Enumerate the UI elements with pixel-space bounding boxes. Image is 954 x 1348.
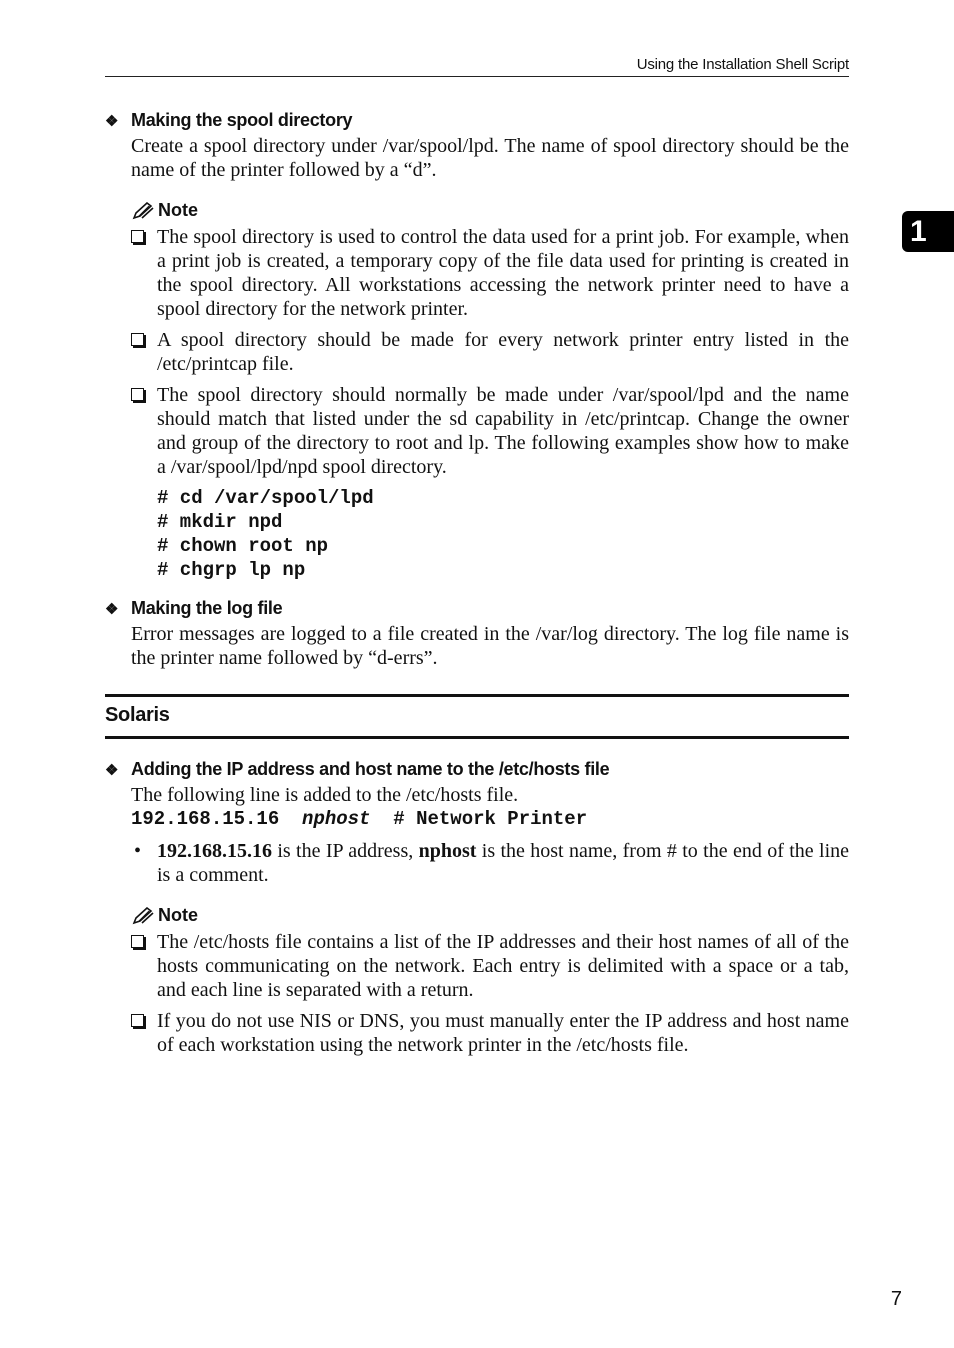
bullet-icon: • (134, 840, 142, 862)
note-label: Note (158, 200, 198, 220)
chapter-tab: 1 (902, 211, 954, 252)
code-comment: # Network Printer (393, 808, 588, 830)
diamond-icon: ❖ (105, 600, 119, 618)
hosts-code-line (131, 807, 849, 831)
note-heading (131, 200, 849, 221)
pencil-icon (131, 907, 155, 925)
spool-note-list (131, 225, 849, 479)
log-heading (105, 598, 849, 619)
checkbox-icon (131, 333, 144, 346)
list-item: The spool directory is used to control the data used for a print job. For example, when a print job is created, a temporary copy of the file data used for printing is created in the spool directory. All workstations accessing the network printer need to have a spool directory for the network printer. (131, 225, 849, 321)
list-item: The spool directory should normally be made under /var/spool/lpd and the name should match that listed under the sd capability in /etc/printcap. Change the owner and group of the directory to root and lp. The following examples show how to make a /var/spool/lpd/npd spool directory. (131, 383, 849, 479)
hosts-body: The following line is added to the /etc/hosts file. (131, 784, 519, 806)
hosts-heading-text: Adding the IP address and host name to the /etc/hosts file (131, 759, 610, 779)
diamond-icon: ❖ (105, 112, 119, 130)
page-number: 7 (890, 1288, 902, 1310)
note-label: Note (158, 905, 198, 925)
command-line: # chgrp lp np (157, 559, 306, 581)
list-item: The /etc/hosts file contains a list of the IP addresses and their host names of all of the hosts communicating on the network. Each entry is delimited with a space or a tab, and each line is separated with a return. (131, 930, 849, 1002)
hosts-note-list (131, 930, 849, 1057)
command-line: # chown root np (157, 535, 329, 557)
list-item: A spool directory should be made for every network printer entry listed in the /etc/printcap file. (131, 328, 849, 376)
list-item: If you do not use NIS or DNS, you must manually enter the IP address and host name of each workstation using the network printer in the /etc/hosts file. (131, 1009, 849, 1057)
hosts-heading (105, 759, 849, 780)
page-content (105, 110, 849, 1064)
log-heading-text: Making the log file (131, 598, 283, 618)
pencil-icon (131, 202, 155, 220)
diamond-icon: ❖ (105, 761, 119, 779)
code-ip: 192.168.15.16 (131, 808, 280, 830)
spool-heading (105, 110, 849, 131)
checkbox-icon (131, 230, 144, 243)
hosts-bullet-list (131, 839, 849, 887)
checkbox-icon (131, 388, 144, 401)
command-line: # cd /var/spool/lpd (157, 487, 374, 509)
checkbox-icon (131, 935, 144, 948)
command-line: # mkdir npd (157, 511, 283, 533)
list-item: • 192.168.15.16 is the IP address, nphost is the host name, from # to the end of the line is a comment. (134, 840, 849, 886)
checkbox-icon (131, 1014, 144, 1027)
command-block (157, 486, 849, 582)
running-header: Using the Installation Shell Script (105, 56, 849, 77)
code-host: nphost (302, 808, 371, 830)
note-heading (131, 905, 849, 926)
section-title-solaris: Solaris (105, 697, 849, 739)
spool-heading-text: Making the spool directory (131, 110, 353, 130)
spool-body: Create a spool directory under /var/spool/lpd. The name of spool directory should be the name of the printer followed by a “d”. (131, 135, 849, 181)
log-body: Error messages are logged to a file created in the /var/log directory. The log file name is the printer name followed by “d-errs”. (131, 623, 849, 669)
